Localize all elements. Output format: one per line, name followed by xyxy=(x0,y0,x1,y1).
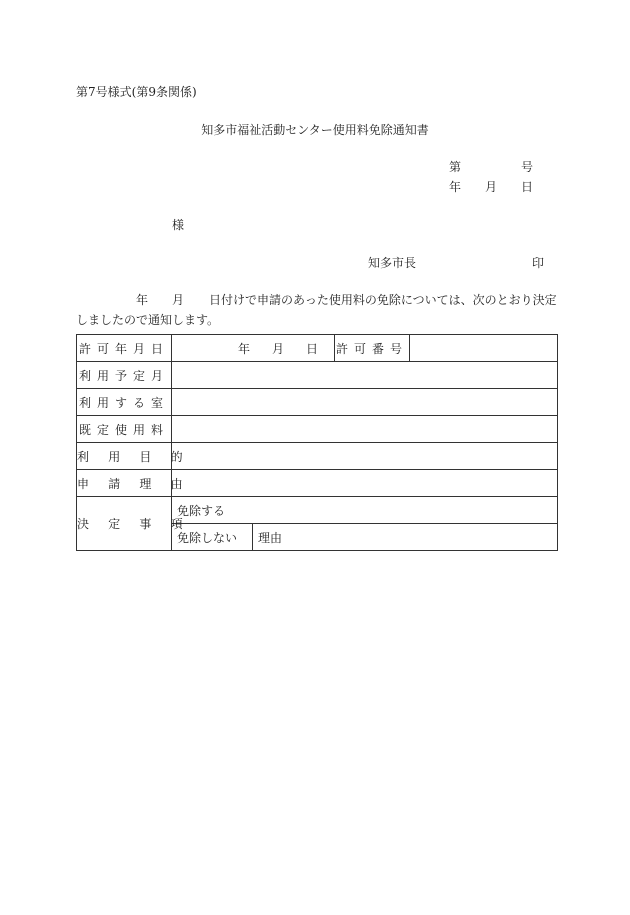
permit-date-year: 年 xyxy=(237,341,250,356)
permit-date-month: 月 xyxy=(271,341,284,356)
permit-number-label: 許可番号 xyxy=(335,335,410,362)
body-date-year: 年 xyxy=(136,293,149,307)
document-title: 知多市福祉活動センター使用料免除通知書 xyxy=(201,123,429,137)
seal-mark: 印 xyxy=(532,256,545,270)
usage-month-value xyxy=(172,362,558,389)
reason-value xyxy=(172,470,558,497)
issuer-name: 知多市長 xyxy=(368,256,417,270)
permit-date-value xyxy=(172,335,335,362)
fee-value xyxy=(172,416,558,443)
exempt-option: 免除する xyxy=(172,497,558,524)
table-row xyxy=(77,497,558,524)
notice-date-year: 年 xyxy=(449,180,462,194)
notice-date-month: 月 xyxy=(485,180,498,194)
addressee-honorific: 様 xyxy=(172,218,185,232)
table-row xyxy=(77,389,558,416)
body-text-line1: 日付けで申請のあった使用料の免除については、次のとおり決定 xyxy=(209,293,557,307)
decision-label: 決定事項 xyxy=(77,497,172,551)
permit-date-label: 許可年月日 xyxy=(77,335,172,362)
fee-label: 既定使用料 xyxy=(77,416,172,443)
notice-date-day: 日 xyxy=(521,180,534,194)
not-exempt-reason: 理由 xyxy=(253,524,558,551)
room-label: 利用する室 xyxy=(77,389,172,416)
purpose-label: 利用目的 xyxy=(77,443,172,470)
room-value xyxy=(172,389,558,416)
notice-number-suffix: 号 xyxy=(521,160,534,174)
table-row xyxy=(77,335,558,362)
table-row xyxy=(77,362,558,389)
reason-label: 申請理由 xyxy=(77,470,172,497)
notice-number-prefix: 第 xyxy=(449,160,462,174)
permit-details-table xyxy=(76,334,558,551)
purpose-value xyxy=(172,443,558,470)
table-row xyxy=(77,443,558,470)
form-number-label: 第7号様式(第9条関係) xyxy=(76,85,197,99)
body-date-month: 月 xyxy=(172,293,185,307)
table-row xyxy=(77,470,558,497)
usage-month-label: 利用予定月 xyxy=(77,362,172,389)
table-row xyxy=(77,416,558,443)
permit-date-day: 日 xyxy=(305,341,318,356)
permit-number-value xyxy=(410,335,558,362)
body-text-line2: しましたので通知します。 xyxy=(76,313,220,327)
not-exempt-option: 免除しない xyxy=(172,524,253,551)
